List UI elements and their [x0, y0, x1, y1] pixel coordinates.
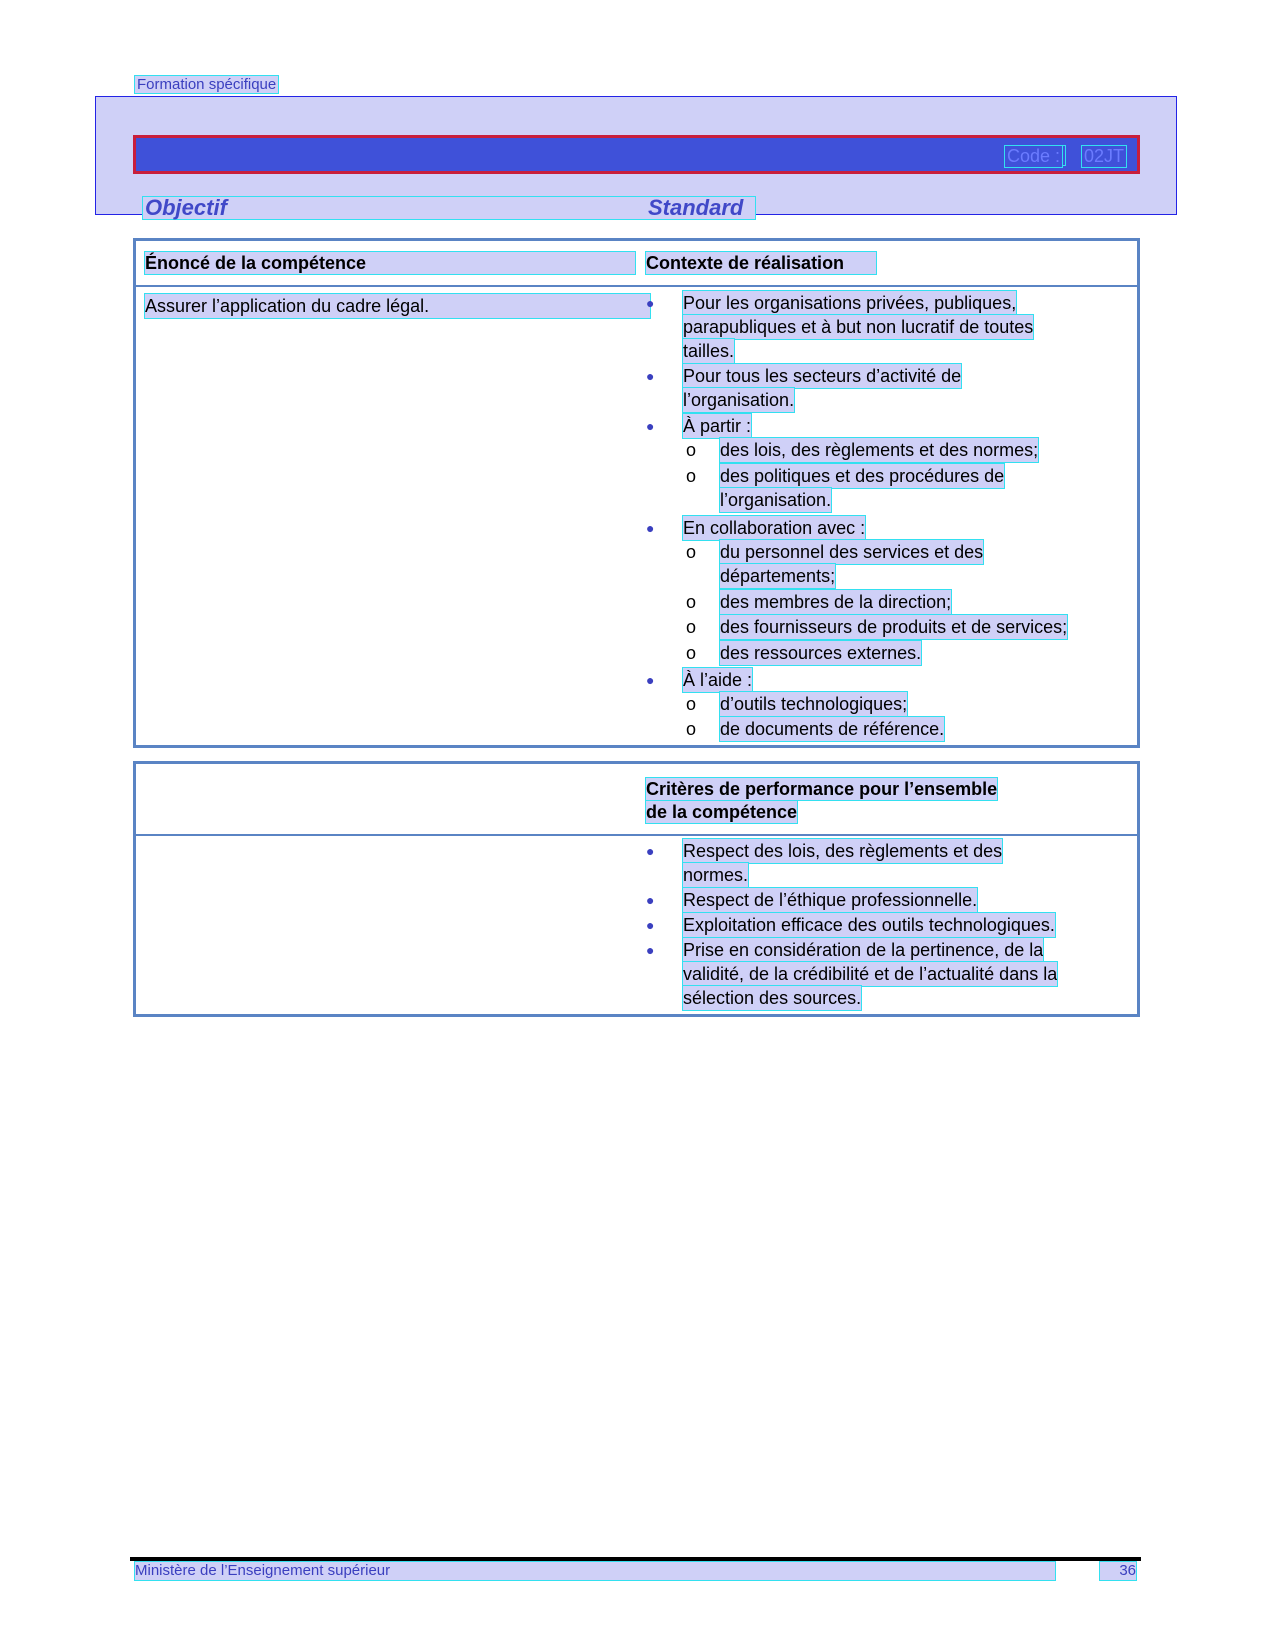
context-subitem-line: des membres de la direction;	[720, 592, 952, 612]
objectif-heading: Objectif	[145, 195, 227, 220]
circle-bullet-icon: o	[686, 719, 697, 739]
context-subitem-line: départements;	[720, 566, 836, 586]
code-label: Code :	[1004, 145, 1063, 168]
bullet-icon: ●	[646, 418, 655, 434]
bullet-icon: ●	[646, 843, 655, 859]
bullet-icon: ●	[646, 942, 655, 958]
criteria-heading-line2: de la compétence	[646, 802, 798, 822]
circle-bullet-icon: o	[686, 542, 697, 562]
criteria-heading-line1: Critères de performance pour l’ensemble	[646, 779, 998, 799]
table-divider	[136, 834, 1137, 836]
context-heading: Contexte de réalisation	[646, 252, 876, 274]
bullet-icon: ●	[646, 892, 655, 908]
circle-bullet-icon: o	[686, 440, 697, 460]
context-subitem-line: des politiques et des procédures de	[720, 466, 1005, 486]
context-subitem-line: l’organisation.	[720, 490, 832, 510]
context-item-line: l’organisation.	[683, 390, 795, 410]
context-item-line: À partir :	[683, 416, 752, 436]
context-subitem-line: des fournisseurs de produits et de services;	[720, 617, 1068, 637]
context-item-line: En collaboration avec :	[683, 518, 866, 538]
bullet-icon: ●	[646, 368, 655, 384]
context-item-line: tailles.	[683, 341, 735, 361]
page-number: 36	[1100, 1562, 1136, 1580]
bullet-icon: ●	[646, 672, 655, 688]
footer-ministry: Ministère de l’Enseignement supérieur	[135, 1562, 1055, 1580]
criteria-item-line: Respect des lois, des règlements et des	[683, 841, 1003, 861]
code-value: 02JT	[1081, 145, 1127, 168]
context-item-line: Pour tous les secteurs d’activité de	[683, 366, 962, 386]
standard-heading: Standard	[648, 195, 744, 220]
competence-heading: Énoncé de la compétence	[145, 252, 635, 274]
context-subitem-line: des ressources externes.	[720, 643, 922, 663]
criteria-item-line: Respect de l’éthique professionnelle.	[683, 890, 978, 910]
table-divider	[136, 285, 1137, 287]
section-title: Formation spécifique	[137, 76, 277, 93]
competence-statement: Assurer l’application du cadre légal.	[145, 294, 650, 318]
code-bar	[133, 135, 1140, 174]
context-item-line: À l’aide :	[683, 670, 753, 690]
context-item-line: parapubliques et à but non lucratif de toutes	[683, 317, 1034, 337]
code-separator	[1062, 145, 1066, 166]
context-subitem-line: d’outils technologiques;	[720, 694, 908, 714]
circle-bullet-icon: o	[686, 592, 697, 612]
circle-bullet-icon: o	[686, 694, 697, 714]
circle-bullet-icon: o	[686, 617, 697, 637]
context-subitem-line: des lois, des règlements et des normes;	[720, 440, 1039, 460]
criteria-item-line: sélection des sources.	[683, 988, 862, 1008]
criteria-item-line: Prise en considération de la pertinence, de la	[683, 940, 1044, 960]
bullet-icon: ●	[646, 520, 655, 536]
circle-bullet-icon: o	[686, 643, 697, 663]
circle-bullet-icon: o	[686, 466, 697, 486]
context-subitem-line: de documents de référence.	[720, 719, 945, 739]
bullet-icon: ●	[646, 917, 655, 933]
criteria-item-line: Exploitation efficace des outils technologiques.	[683, 915, 1055, 935]
criteria-item-line: normes.	[683, 865, 749, 885]
bullet-icon: ●	[646, 295, 655, 311]
criteria-item-line: validité, de la crédibilité et de l’actualité dans la	[683, 964, 1058, 984]
footer-rule	[130, 1557, 1141, 1561]
context-subitem-line: du personnel des services et des	[720, 542, 984, 562]
context-item-line: Pour les organisations privées, publiques,	[683, 293, 1017, 313]
